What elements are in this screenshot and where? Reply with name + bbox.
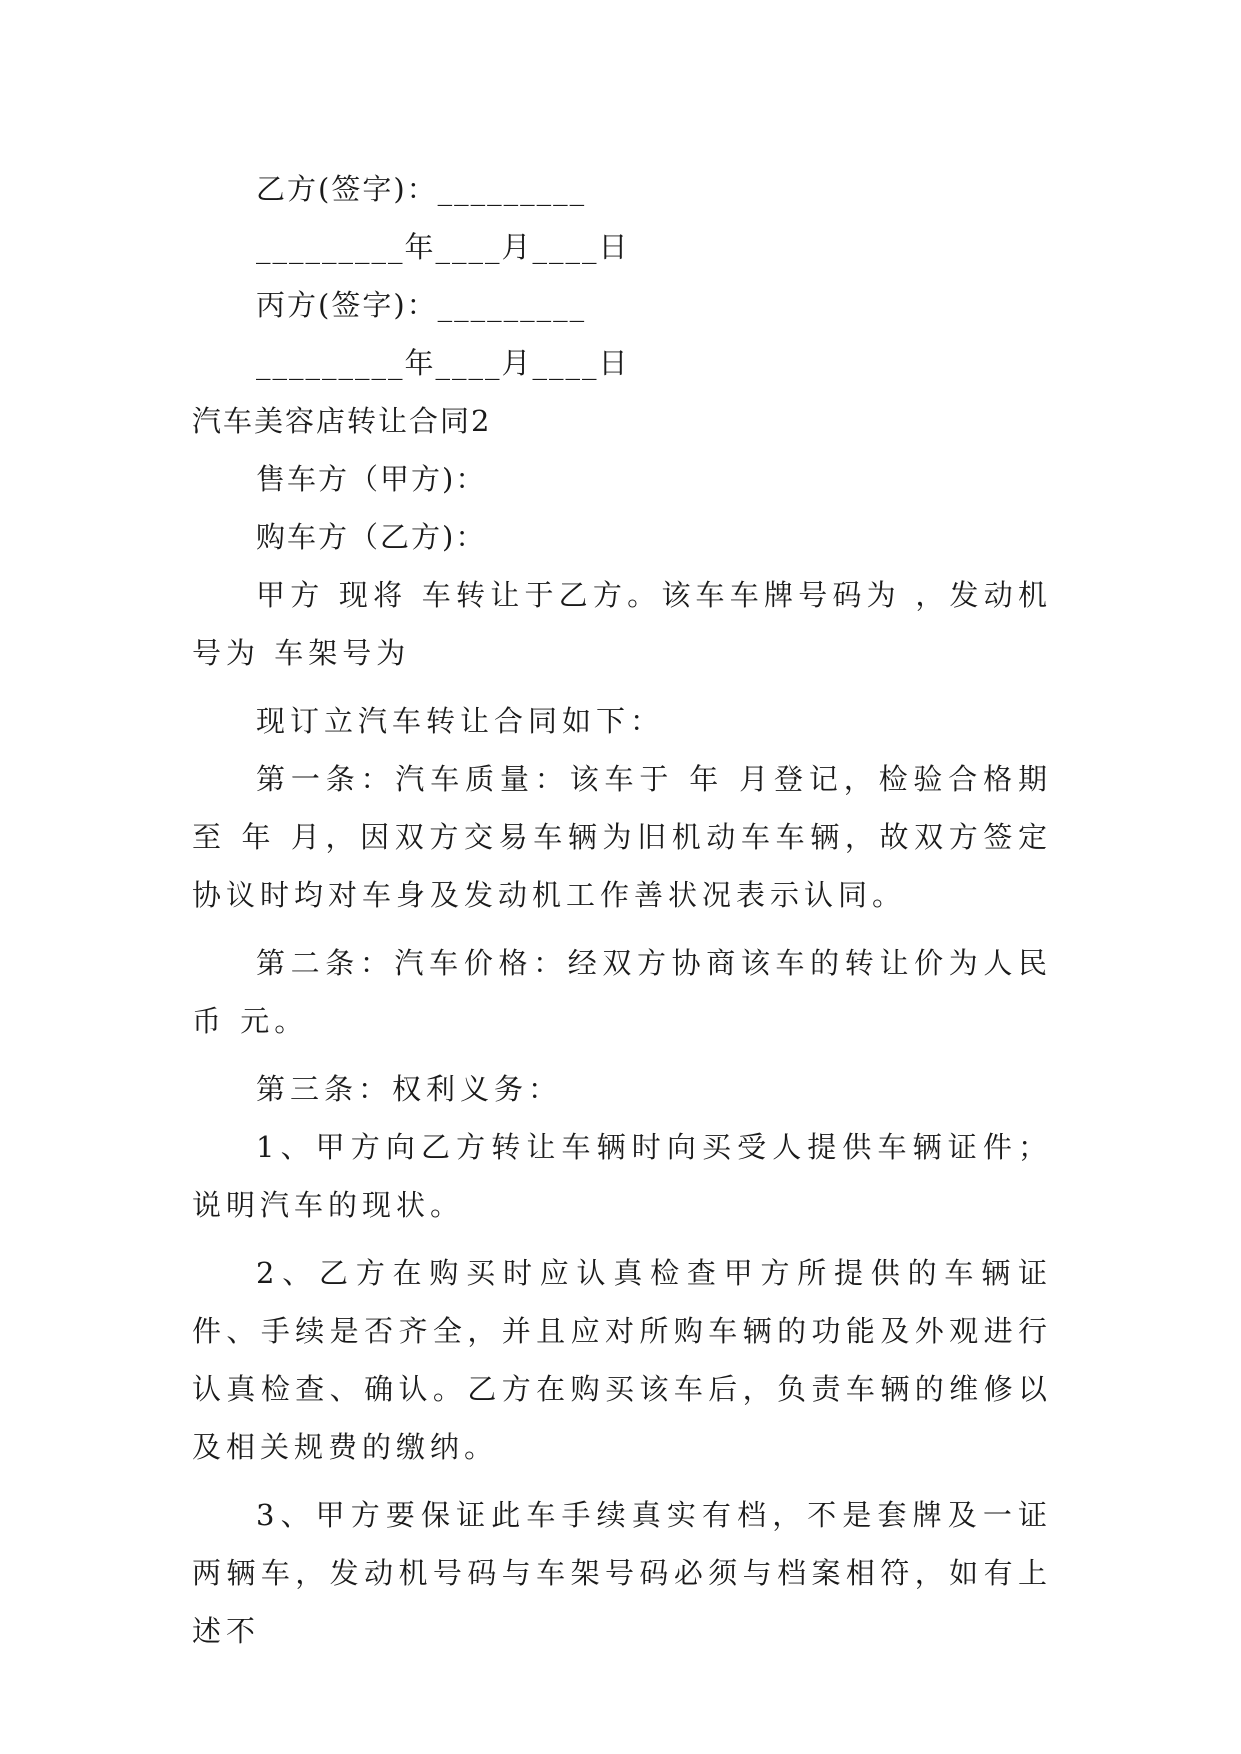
spacer — [192, 682, 1052, 692]
preamble-paragraph: 现订立汽车转让合同如下： — [256, 704, 665, 738]
article-2-paragraph: 第二条：汽车价格：经双方协商该车的转让价为人民币 元。 — [192, 946, 1052, 1038]
party-b-signature-line: 乙方(签字)：_________ — [256, 172, 587, 206]
spacer — [192, 1476, 1052, 1486]
party-c-date-line: _________年____月____日 — [256, 346, 630, 380]
article-3-paragraph: 第三条：权利义务： — [256, 1072, 563, 1106]
clause-2-paragraph: 2、乙方在购买时应认真检查甲方所提供的车辆证件、手续是否齐全，并且应对所购车辆的功能及外观进行认真检查、确认。乙方在购买该车后，负责车辆的维修以及相关规费的缴纳。 — [192, 1256, 1052, 1464]
clause-1-paragraph: 1、甲方向乙方转让车辆时向买受人提供车辆证件；说明汽车的现状。 — [192, 1130, 1052, 1222]
intro-paragraph: 甲方 现将 车转让于乙方。该车车牌号码为 ，发动机号为 车架号为 — [192, 578, 1052, 670]
spacer — [192, 924, 1052, 934]
spacer — [192, 1234, 1052, 1244]
spacer — [192, 1050, 1052, 1060]
contract-title: 汽车美容店转让合同2 — [192, 404, 492, 438]
party-b-date-line: _________年____月____日 — [256, 230, 630, 264]
seller-line: 售车方（甲方)： — [256, 462, 487, 496]
document-body — [192, 160, 1052, 1660]
buyer-line: 购车方（乙方)： — [256, 520, 487, 554]
party-c-signature-line: 丙方(签字)：_________ — [256, 288, 587, 322]
article-1-paragraph: 第一条：汽车质量：该车于 年 月登记，检验合格期至 年 月，因双方交易车辆为旧机动车车辆，故双方签定协议时均对车身及发动机工作善状况表示认同。 — [192, 762, 1052, 912]
clause-3-paragraph: 3、甲方要保证此车手续真实有档，不是套牌及一证两辆车，发动机号码与车架号码必须与档案相符，如有上述不 — [192, 1498, 1052, 1648]
